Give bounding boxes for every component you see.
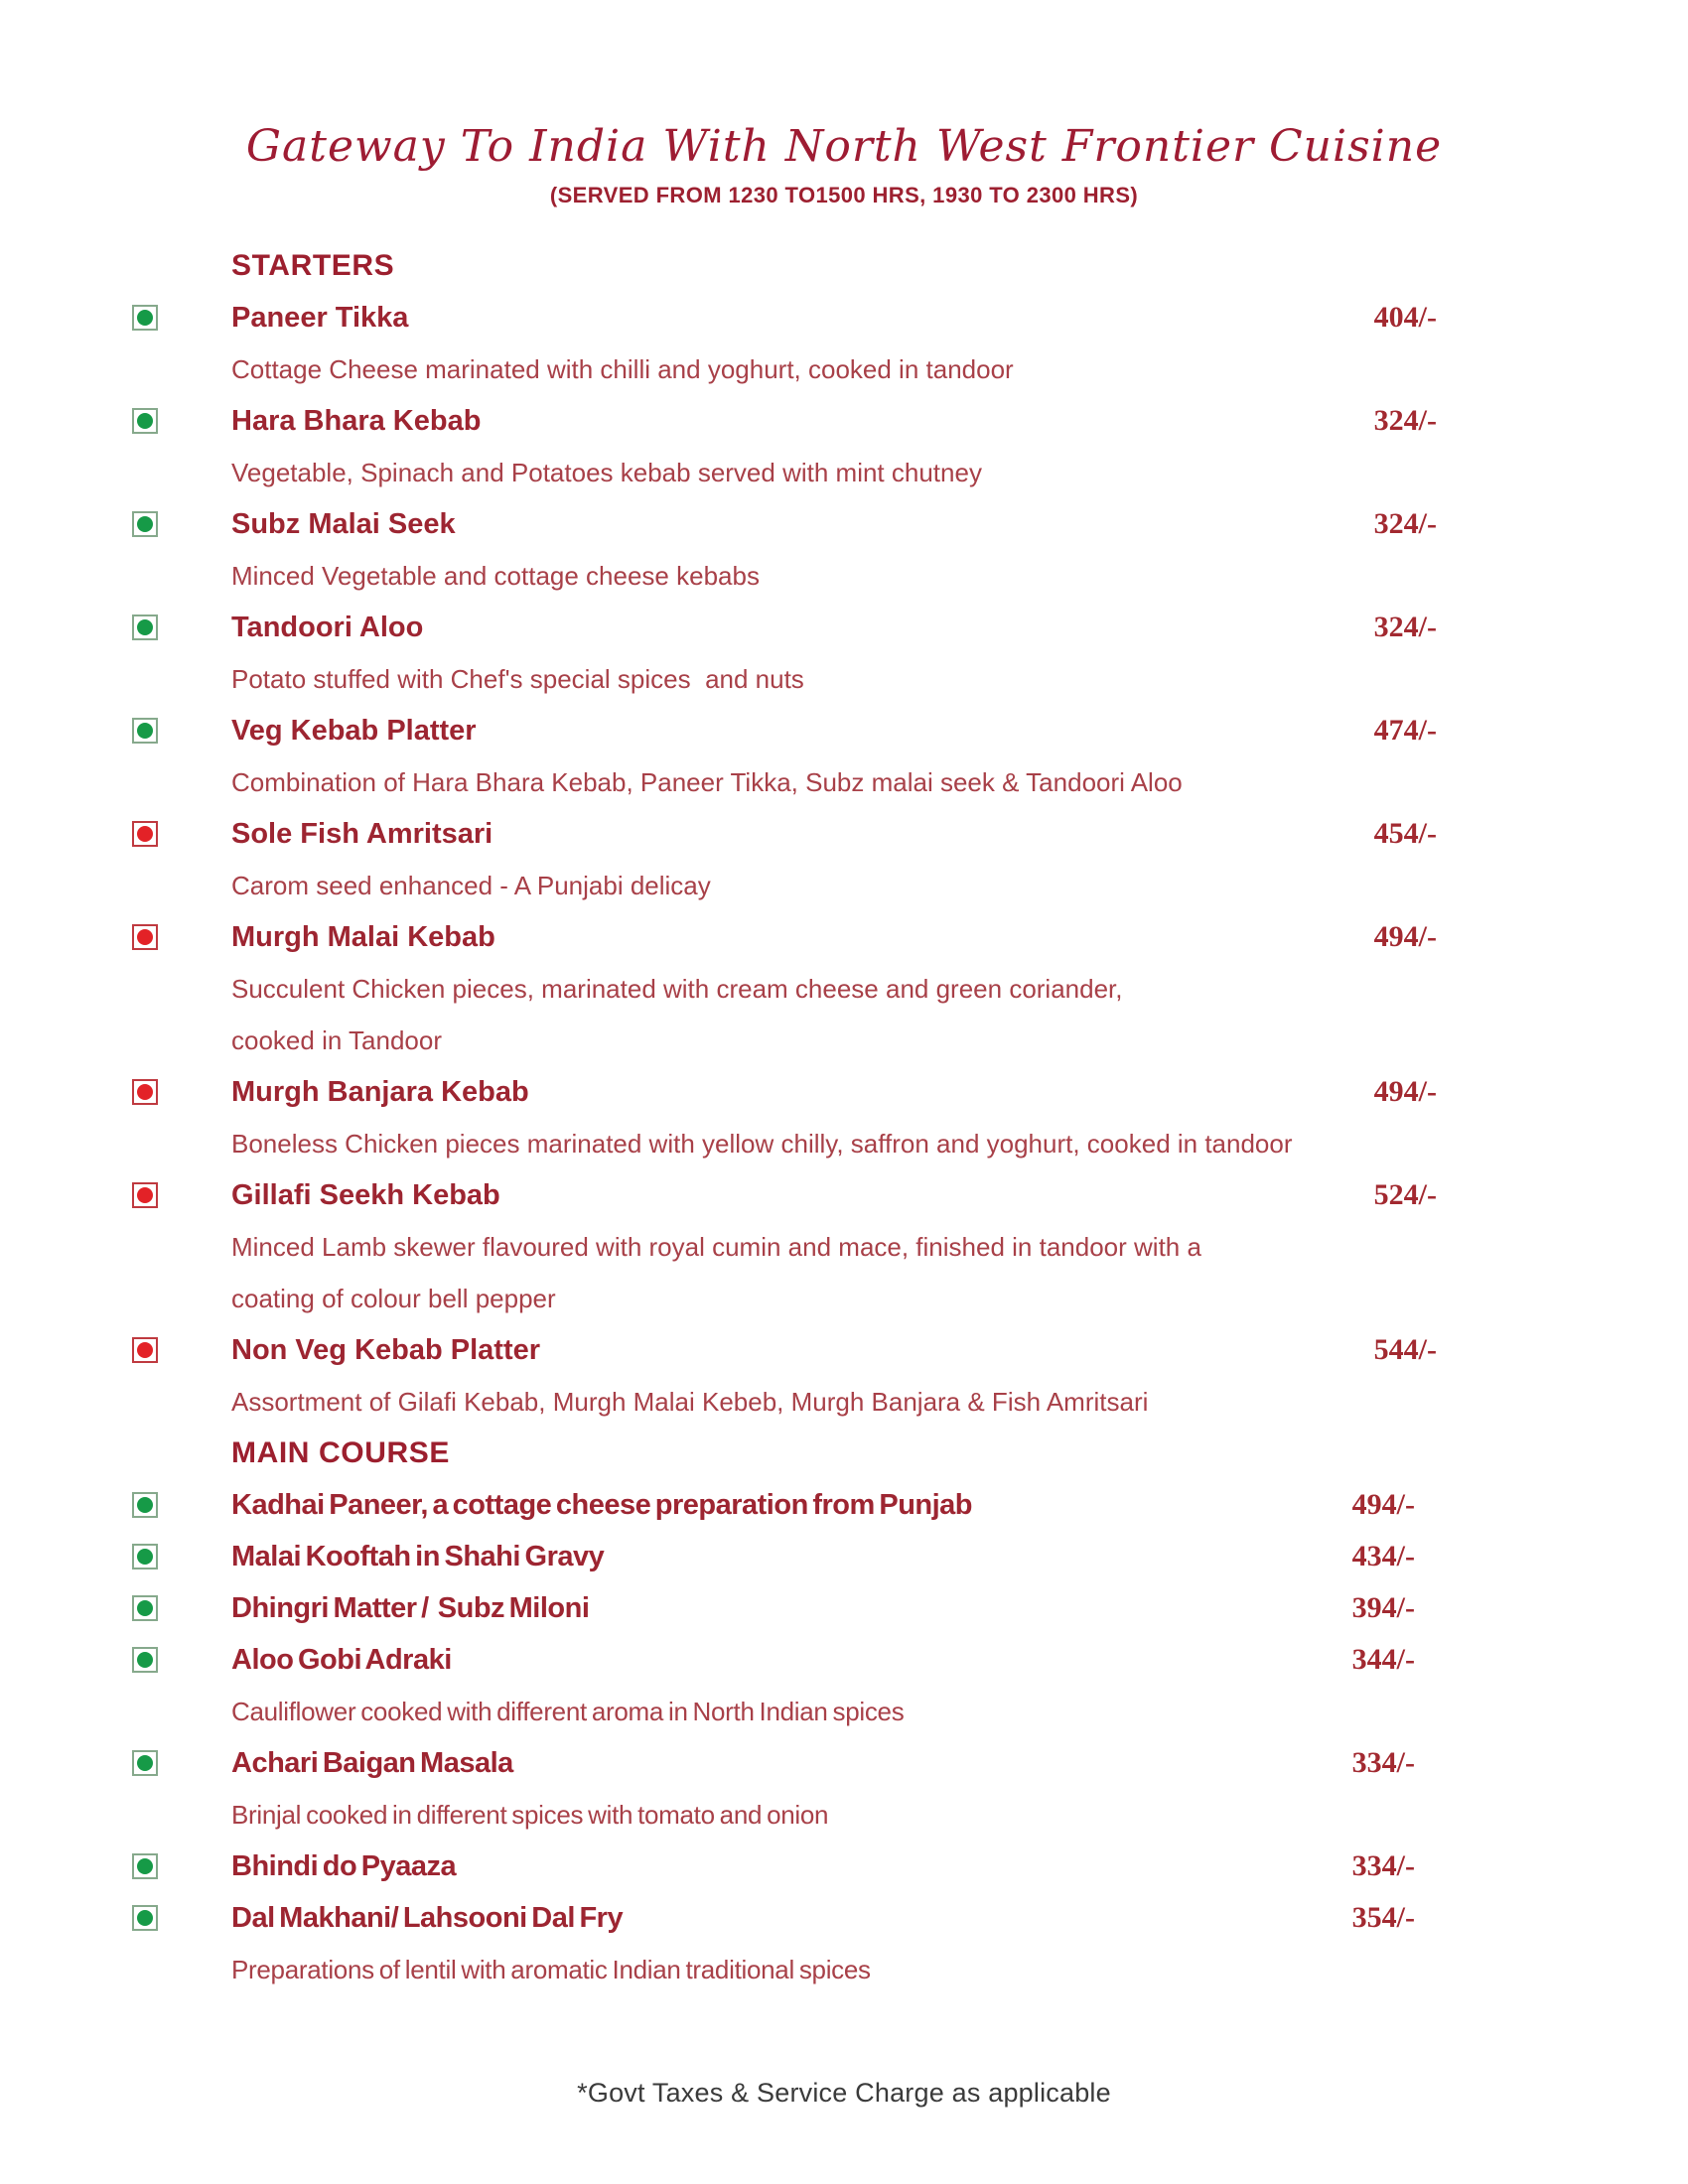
item-price: 324/- [1373,611,1437,643]
item-name: Aloo Gobi Adraki [231,1643,452,1676]
item-price: 494/- [1351,1488,1415,1521]
diet-dot [137,723,153,739]
item-name: Achari Baigan Masala [231,1746,513,1779]
menu-item-row [231,1531,1437,1582]
diet-dot [137,1084,153,1100]
diet-dot [137,826,153,842]
veg-icon [132,1750,158,1776]
menu-item-row [231,602,1437,653]
menu-item-row [231,1841,1437,1892]
item-name: Non Veg Kebab Platter [231,1333,541,1366]
veg-icon [132,1595,158,1621]
diet-dot [137,1600,153,1616]
item-name: Dal Makhani/ Lahsooni Dal Fry [231,1901,624,1934]
veg-icon [132,305,158,331]
menu-item-row [231,1634,1437,1686]
item-description: Assortment of Gilafi Kebab, Murgh Malai Kebeb, Murgh Banjara & Fish Amritsari [231,1387,1149,1417]
item-price: 394/- [1351,1591,1415,1624]
item-description: Potato stuffed with Chef's special spices and nuts [231,664,804,694]
diet-dot [137,413,153,429]
veg-icon [132,614,158,640]
menu-item-row [231,1324,1437,1376]
menu-sections [231,240,1437,1995]
veg-icon [132,1905,158,1931]
item-description: Preparations of lentil with aromatic Indian traditional spices [231,1955,871,1984]
item-price: 354/- [1351,1901,1415,1934]
item-description: Minced Lamb skewer flavoured with royal cumin and mace, finished in tandoor with a [231,1232,1201,1262]
menu-item-row [231,498,1437,550]
item-description: Carom seed enhanced - A Punjabi delicay [231,871,711,900]
menu-item-row [231,1066,1437,1118]
menu-header [0,0,1688,212]
diet-dot [137,929,153,945]
diet-dot [137,310,153,326]
item-price: 344/- [1351,1643,1415,1676]
item-name: Kadhai Paneer, a cottage cheese preparation from Punjab [231,1488,973,1521]
veg-icon [132,1647,158,1673]
item-price: 324/- [1373,507,1437,540]
veg-icon [132,511,158,537]
item-description: Boneless Chicken pieces marinated with yellow chilly, saffron and yoghurt, cooked in tandoor [231,1129,1293,1159]
item-name: Paneer Tikka [231,301,409,334]
item-name: Gillafi Seekh Kebab [231,1178,500,1211]
menu-item-row [231,292,1437,343]
item-price: 454/- [1373,817,1437,850]
menu-item-row [231,1169,1437,1221]
page-title: Gateway To India With North West Frontier Cuisine [245,121,1443,172]
item-price: 494/- [1373,1075,1437,1108]
item-price: 494/- [1373,920,1437,953]
non-veg-icon [132,821,158,847]
diet-dot [137,619,153,635]
menu-item-row [231,808,1437,860]
diet-dot [137,1910,153,1926]
menu-item-row [231,395,1437,447]
menu-section-1 [231,1428,1437,1995]
item-name: Murgh Malai Kebab [231,920,495,953]
non-veg-icon [132,924,158,950]
serving-hours-subtitle: (SERVED FROM 1230 TO1500 HRS, 1930 TO 2300 HRS) [549,183,1139,207]
item-name: Malai Kooftah in Shahi Gravy [231,1540,605,1572]
footer-note: *Govt Taxes & Service Charge as applicable [577,2078,1111,2108]
item-description: coating of colour bell pepper [231,1284,556,1313]
section-heading: STARTERS [231,249,395,282]
item-name: Hara Bhara Kebab [231,404,482,437]
diet-dot [137,1342,153,1358]
item-name: Murgh Banjara Kebab [231,1075,529,1108]
diet-dot [137,1187,153,1203]
item-price: 544/- [1373,1333,1437,1366]
menu-item-row [231,1892,1437,1944]
item-description: Brinjal cooked in different spices with tomato and onion [231,1800,829,1830]
item-description: cooked in Tandoor [231,1025,443,1055]
item-description: Minced Vegetable and cottage cheese kebabs [231,561,760,591]
menu-item-row [231,1479,1437,1531]
item-description: Succulent Chicken pieces, marinated with cream cheese and green coriander, [231,974,1123,1004]
section-heading: MAIN COURSE [231,1436,450,1469]
item-price: 334/- [1351,1746,1415,1779]
non-veg-icon [132,1079,158,1105]
item-name: Dhingri Matter / Subz Miloni [231,1591,590,1624]
item-price: 474/- [1373,714,1437,747]
item-price: 524/- [1373,1178,1437,1211]
menu-item-row [231,705,1437,756]
veg-icon [132,718,158,744]
item-name: Subz Malai Seek [231,507,456,540]
item-name: Tandoori Aloo [231,611,424,643]
item-name: Bhindi do Pyaaza [231,1849,457,1882]
menu-item-row [231,1582,1437,1634]
item-description: Cauliflower cooked with different aroma in North Indian spices [231,1697,905,1726]
diet-dot [137,1497,153,1513]
diet-dot [137,1549,153,1565]
non-veg-icon [132,1337,158,1363]
item-description: Vegetable, Spinach and Potatoes kebab served with mint chutney [231,458,982,487]
item-name: Sole Fish Amritsari [231,817,493,850]
veg-icon [132,1853,158,1879]
menu-section-0 [231,240,1437,1428]
veg-icon [132,408,158,434]
item-price: 334/- [1351,1849,1415,1882]
veg-icon [132,1544,158,1570]
non-veg-icon [132,1182,158,1208]
veg-icon [132,1492,158,1518]
item-name: Veg Kebab Platter [231,714,477,747]
menu-item-row [231,911,1437,963]
diet-dot [137,1652,153,1668]
item-price: 324/- [1373,404,1437,437]
diet-dot [137,1755,153,1771]
item-price: 434/- [1351,1540,1415,1572]
menu-item-row [231,1737,1437,1789]
item-price: 404/- [1373,301,1437,334]
item-description: Cottage Cheese marinated with chilli and yoghurt, cooked in tandoor [231,354,1014,384]
diet-dot [137,516,153,532]
item-description: Combination of Hara Bhara Kebab, Paneer Tikka, Subz malai seek & Tandoori Aloo [231,767,1183,797]
diet-dot [137,1858,153,1874]
